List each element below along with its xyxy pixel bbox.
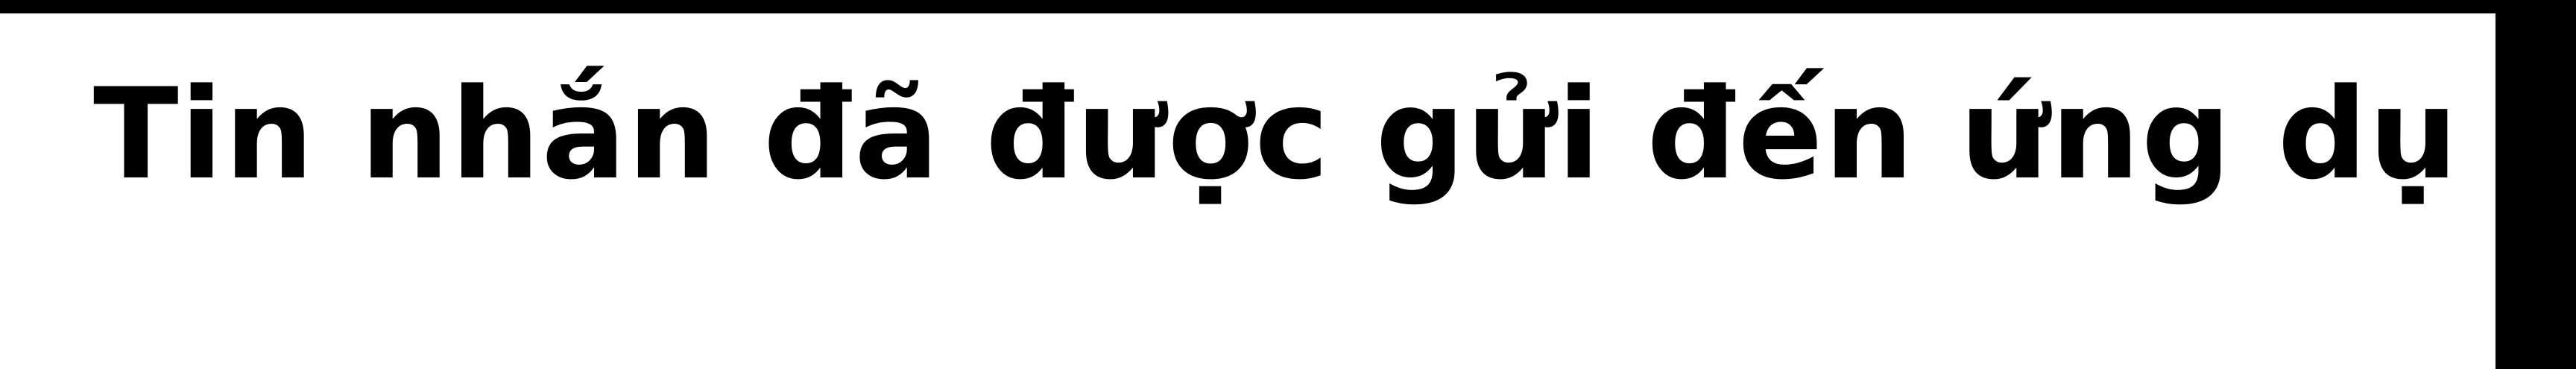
top-frame-bar	[0, 0, 2576, 13]
message-area	[0, 13, 2496, 369]
message-sent-title: Tin nhắn đã được gửi đến ứng dụ	[93, 61, 2460, 207]
right-frame-bar	[2496, 0, 2576, 369]
